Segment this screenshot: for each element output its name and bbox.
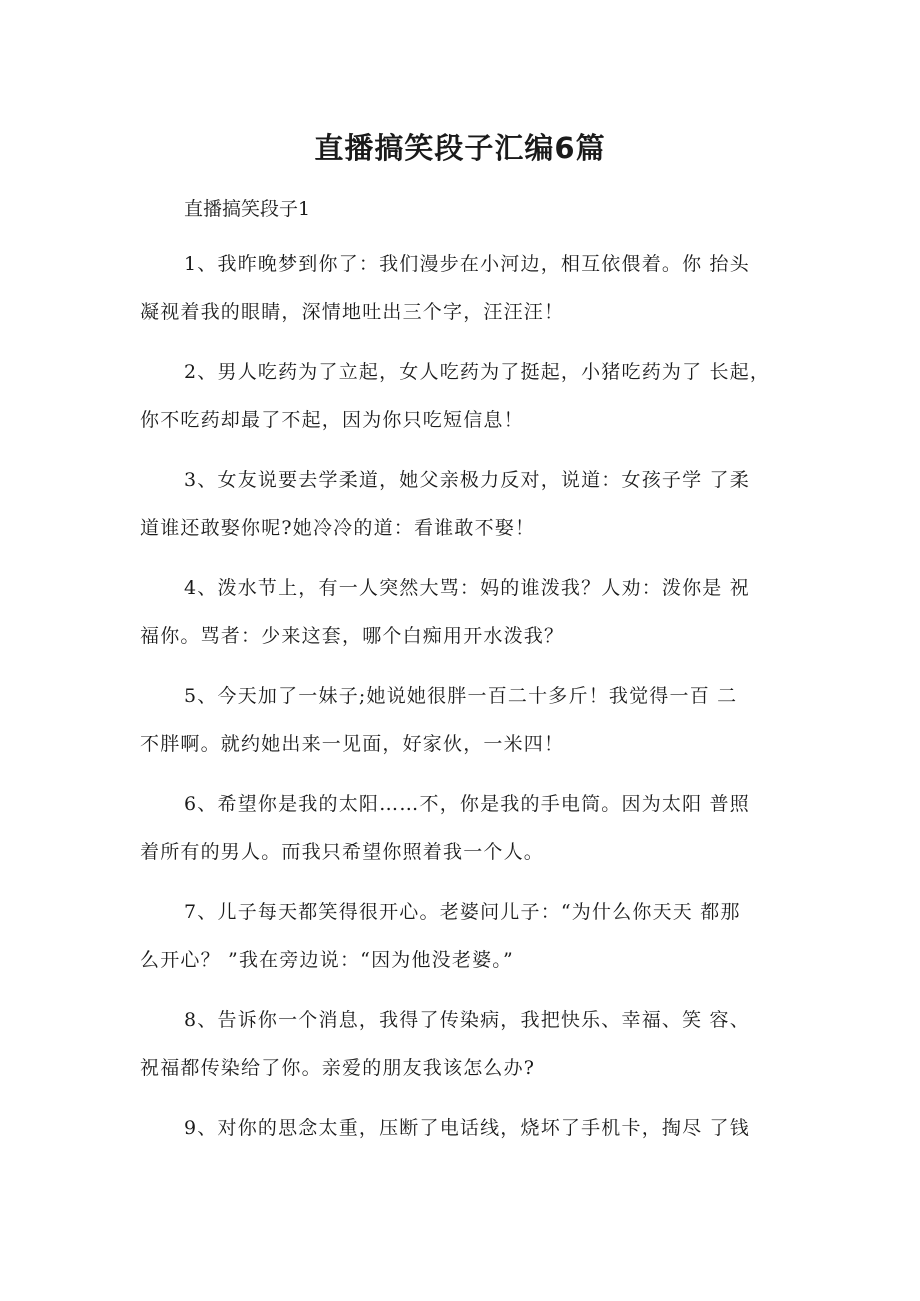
item-line: 福你。骂者：少来这套，哪个白痴用开水泼我？ [140,625,565,647]
joke-list [140,240,800,1212]
document-title: 直播搞笑段子汇编6篇 [314,131,606,165]
item-line: 7、儿子每天都笑得很开心。老婆问儿子：“为什么你天天 都那 [184,901,741,923]
item-line: 着所有的男人。而我只希望你照着我一个人。 [140,841,545,863]
item-line: 2、男人吃药为了立起，女人吃药为了挺起，小猪吃药为了 长起， [184,361,771,383]
list-item [140,240,800,348]
list-item [140,348,800,456]
item-line: 8、告诉你一个消息，我得了传染病，我把快乐、幸福、笑 容、 [184,1009,750,1031]
item-line [140,1152,800,1200]
section-heading: 直播搞笑段子1 [184,198,311,220]
item-line: 3、女友说要去学柔道，她父亲极力反对，说道：女孩子学 了柔 [184,469,750,491]
list-item [140,780,800,888]
list-item [140,672,800,780]
item-line: 6、希望你是我的太阳……不，你是我的手电筒。因为太阳 普照 [184,793,750,815]
item-line: 你不吃药却最了不起，因为你只吃短信息！ [140,409,524,431]
item-line: 5、今天加了一妹子;她说她很胖一百二十多斤！我觉得一百 二 [184,685,738,707]
item-line: 1、我昨晚梦到你了：我们漫步在小河边，相互依偎着。你 抬头 [184,253,750,275]
list-item [140,564,800,672]
item-line: 9、对你的思念太重，压断了电话线，烧坏了手机卡，掏尽 了钱 [184,1117,750,1139]
item-line: 么开心？ ”我在旁边说：“因为他没老婆。” [140,949,514,971]
item-line: 不胖啊。就约她出来一见面，好家伙，一米四！ [140,733,565,755]
item-line: 道谁还敢娶你呢?她冷冷的道：看谁敢不娶！ [140,517,536,539]
list-item [140,456,800,564]
item-line: 凝视着我的眼睛，深情地吐出三个字，汪汪汪！ [140,301,565,323]
item-line: 4、泼水节上，有一人突然大骂：妈的谁泼我？人劝：泼你是 祝 [184,577,750,599]
item-line: 祝福都传染给了你。亲爱的朋友我该怎么办? [140,1057,536,1079]
list-item [140,1104,800,1212]
list-item [140,888,800,996]
list-item [140,996,800,1104]
